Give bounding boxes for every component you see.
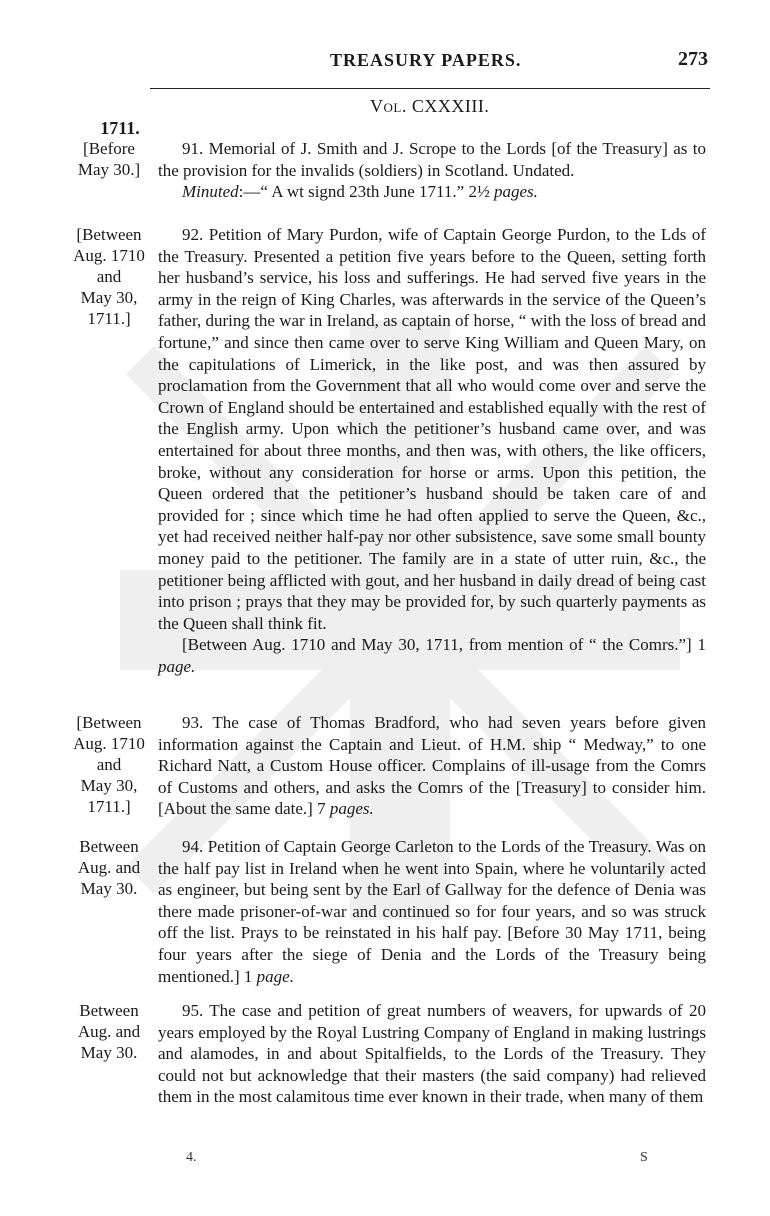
minuted-note: Minuted:—“ A wt signd 23th June 1711.” 2½ pages. (182, 182, 538, 202)
margin-date: Between Aug. and May 30. (77, 837, 141, 898)
entry-text: 94. Petition of Captain George Carleton to the Lords of the Treasury. Was on the half pay list in Ireland when he went into Spain, where he voluntarily acted as engineer, but being sent by the Earl of Gallway for the defence of Denia was there made prisoner-of-war and continued so for four years, and so was struck off the list. Prays to be reinstated in his half pay. [Before 30 May 1711, being four years after the siege of Denia and the Lords of the Treasury being mentioned.] 1 page. (158, 837, 706, 986)
entry-text: 95. The case and petition of great numbers of weavers, for upwards of 20 years employed by the Royal Lustring Company of England in making lustrings and alamodes, in and about Spitalfields, to the Lords of the Treasury. They could not but acknowledge that their masters (the said company) had relieved them in the most calamitous time ever known in their trade, when many of them (158, 1001, 706, 1107)
margin-date: [Between Aug. 1710 and May 30, 1711.] (73, 713, 145, 816)
margin-date: Between Aug. and May 30. (77, 1001, 141, 1062)
volume-heading: Vol. CXXXIII. (370, 96, 490, 116)
year-label: 1711. (100, 118, 140, 138)
page-number: 273 (678, 48, 708, 70)
entry-text: 91. Memorial of J. Smith and J. Scrope to the Lords [of the Treasury] as to the provision for the invalids (soldiers) in Scotland. Undated. Minuted:—“ A wt signd 23th June 1711.” 2½ pages. (158, 139, 706, 202)
margin-date: [Before May 30.] (77, 139, 141, 179)
margin-date: [Between Aug. 1710 and May 30, 1711.] (73, 225, 145, 328)
entry-text: 92. Petition of Mary Purdon, wife of Captain George Purdon, to the Lds of the Treasury. Presented a petition five years before to the Queen, setting forth her husband’s service, his loss and sufferings. He had served five years in the army in the reign of King Charles, was afterwards in the service of the Queen’s father, during the war in Ireland, as captain of horse, “ with the loss of bread and fortune,” and since then came over to serve King William and Queen Mary, on the capitulations of Limerick, in the like post, and was then assured by proclamation from the Government that all who would come over and serve the Crown of England should be entertained and established equally with the rest of the English army. Upon which the petitioner’s husband came over, and was entertained for about three months, and then was, with others, the like officers, broke, without any consideration for horse or arms. Upon this petition, the Queen ordered that the petitioner’s husband should be taken care of and provided for ; since which time he had often applied to serve the Queen, &c., yet had received neither half-pay nor other subsistence, save some small bounty money paid to the petitioner. The family are in a state of utter ruin, &c., the petitioner being afflicted with gout, and her husband in daily dread of being cast into prison ; prays that they may be provided for, by such quarterly payments as the Queen shall think fit. [Between Aug. 1710 and May 30, 1711, from mention of “ the Comrs.”] 1 page. (158, 225, 706, 676)
running-title: TREASURY PAPERS. (330, 50, 522, 70)
signature-mark-left: 4. (186, 1150, 197, 1165)
signature-mark-right: S (640, 1150, 648, 1165)
entry-text: 93. The case of Thomas Bradford, who had seven years before given information against the Captain and Lieut. of H.M. ship “ Medway,” to one Richard Natt, a Custom House officer. Complains of ill-usage from the Comrs of Customs and others, and asks the Comrs of the [Treasury] to consider him. [About the same date.] 7 pages. (158, 713, 706, 819)
page-header (150, 48, 710, 89)
date-note: [Between Aug. 1710 and May 30, 1711, from mention of “ the Comrs.”] 1 page. (158, 635, 706, 676)
